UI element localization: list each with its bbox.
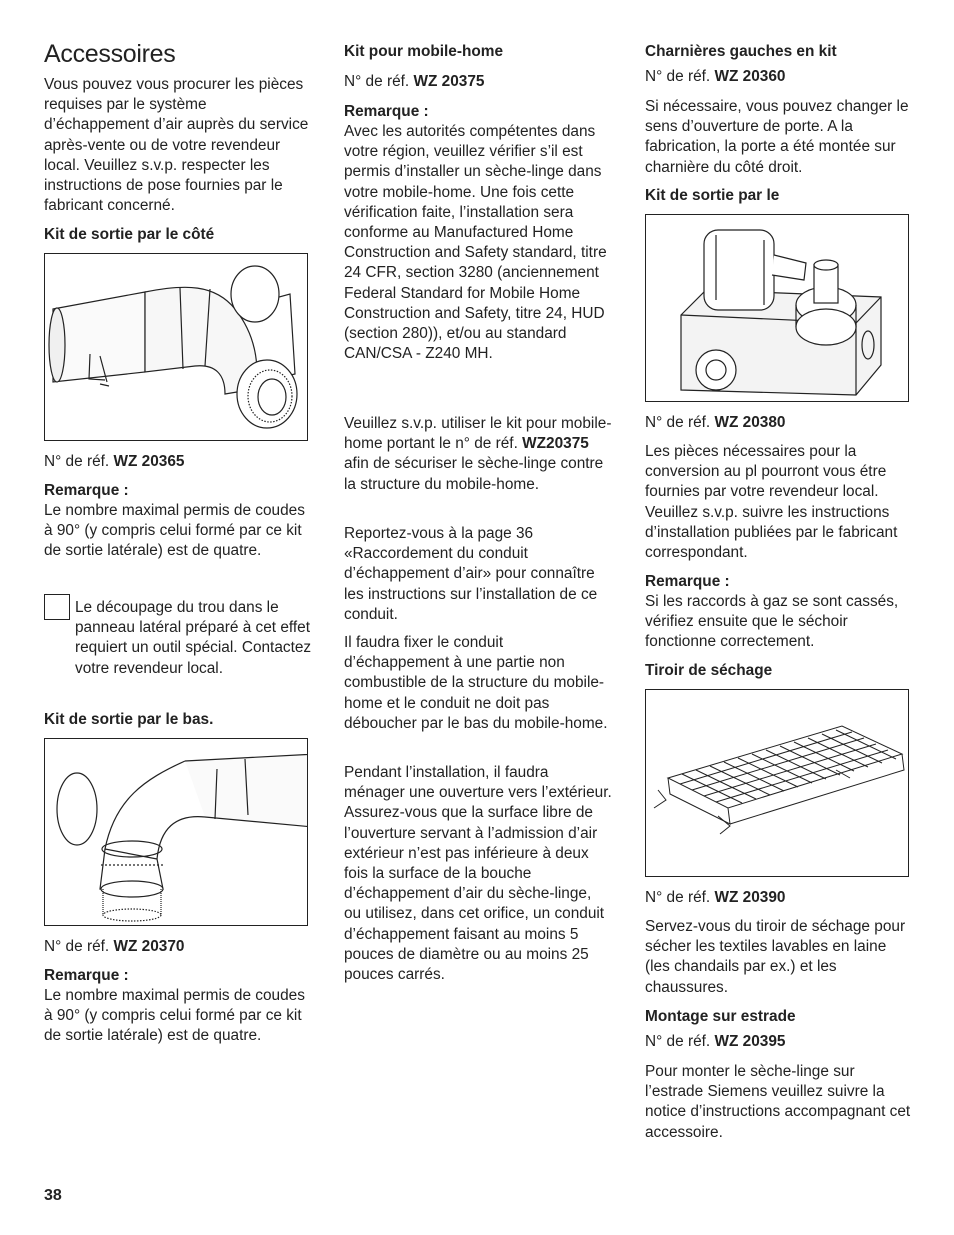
side-kit-ref bbox=[44, 452, 184, 472]
ref-prefix: N° de réf. bbox=[44, 453, 110, 470]
ref-prefix: N° de réf. bbox=[645, 1033, 711, 1050]
drying-rack-ref bbox=[645, 888, 785, 908]
conversion-remark-label: Remarque : bbox=[645, 573, 730, 590]
bottom-remark-label: Remarque : bbox=[44, 967, 129, 984]
note-icon bbox=[44, 594, 70, 620]
conversion-remark-text: Si les raccords à gaz se sont cassés, vérifiez ensuite que le séchoir fonctionne correctement. bbox=[645, 593, 899, 651]
ref-prefix: N° de réf. bbox=[645, 414, 711, 431]
drying-rack-text: Servez-vous du tiroir de séchage pour sécher les textiles lavables en laine (les chandails par ex.) et les chaussures. bbox=[645, 918, 906, 996]
side-exhaust-kit-figure bbox=[44, 253, 308, 441]
pedestal-heading: Montage sur estrade bbox=[645, 1008, 796, 1025]
ref-prefix: N° de réf. bbox=[645, 68, 711, 85]
mobile-home-paragraph-4: Il faudra fixer le conduit d’échappement à une partie non combustible de la structure du mobile-home et le conduit ne doit pas déboucher par le bas du mobile-home. bbox=[344, 634, 608, 732]
mobile-home-ref bbox=[344, 72, 484, 92]
conversion-kit-text: Les pièces nécessaires pour la conversion au pl pourront vous étre fournies par votre revendeur local. Veuillez s.v.p. suivre les instructions d’installation publiées par le fabricant correspondant. bbox=[645, 443, 898, 562]
gas-conversion-kit-figure bbox=[645, 214, 909, 402]
mobile-home-heading: Kit pour mobile-home bbox=[344, 43, 504, 60]
bottom-kit-heading: Kit de sortie par le bas. bbox=[44, 711, 214, 728]
page-number: 38 bbox=[44, 1187, 62, 1204]
side-remark-text: Le nombre maximal permis de coudes à 90° (y compris celui formé par ce kit de sortie latérale) est de quatre. bbox=[44, 502, 305, 560]
pedestal-ref bbox=[645, 1032, 785, 1052]
side-kit-heading: Kit de sortie par le côté bbox=[44, 226, 215, 243]
hinge-kit-text: Si nécessaire, vous pouvez changer le sens d’ouverture de porte. A la fabrication, la porte a été montée sur charnière du côté droit. bbox=[645, 98, 909, 176]
drying-rack-ref-number: WZ 20390 bbox=[714, 889, 786, 906]
hinge-kit-ref-number: WZ 20360 bbox=[714, 68, 786, 85]
conversion-kit-ref bbox=[645, 413, 785, 433]
ref-prefix: N° de réf. bbox=[344, 73, 410, 90]
note-text: Le découpage du trou dans le panneau latéral préparé à cet effet requiert un outil spécial. Contactez votre revendeur local. bbox=[75, 599, 312, 677]
pedestal-ref-number: WZ 20395 bbox=[714, 1033, 786, 1050]
mobile-home-paragraph-5: Pendant l’installation, il faudra ménager une ouverture vers l’extérieur. Assurez-vous que la surface libre de l’ouverture servant à l’admission d’air extérieur n’est pas inférieure à deux fois la surface de la bouche d’échappement d’air du sèche-linge, ou utilisez, dans cet orifice, un conduit d’échappement faisant au moins 5 pouces de diamètre ou au moins 25 pouces carrés. bbox=[344, 764, 612, 984]
mobile-home-paragraph-3: Reportez-vous à la page 36 «Raccordement du conduit d’échappement d’air» pour connaître les instructions sur l’installation de ce conduit. bbox=[344, 525, 598, 623]
mobile-home-paragraph-2: Veuillez s.v.p. utiliser le kit pour mobile-home portant le n° de réf. WZ20375 afin de sécuriser le sèche-linge contre la structure du mobile-home. bbox=[344, 415, 612, 493]
bottom-kit-ref-number: WZ 20370 bbox=[113, 938, 185, 955]
mobile-home-remark-text: Avec les autorités compétentes dans votre région, veuillez vérifier s’il est permis d’installer un sèche-linge dans votre mobile-home. Une fois cette vérification faite, l’installation sera conforme au Manufactured Home Construction and Safety standard, titre 24 CFR, section 3280 (anciennement Federal Standard for Mobile Home Construction and Safety, titre 24, HUD (section 280)), et/ou au standard CAN/CSA - Z240 MH. bbox=[344, 123, 607, 363]
drying-rack-figure bbox=[645, 689, 909, 877]
bottom-kit-ref bbox=[44, 937, 184, 957]
bottom-exhaust-kit-figure bbox=[44, 738, 308, 926]
conversion-kit-ref-number: WZ 20380 bbox=[714, 414, 786, 431]
ref-prefix: N° de réf. bbox=[44, 938, 110, 955]
bottom-remark-text: Le nombre maximal permis de coudes à 90° (y compris celui formé par ce kit de sortie latérale) est de quatre. bbox=[44, 987, 305, 1045]
side-kit-ref-number: WZ 20365 bbox=[113, 453, 185, 470]
page-title: Accessoires bbox=[44, 40, 176, 68]
intro-paragraph: Vous pouvez vous procurer les pièces requises par le système d’échappement d’air auprès du service après-vente ou de votre revendeur local. Veuillez s.v.p. respecter les instructions de pose fournies par le fabricant concerné. bbox=[44, 76, 309, 215]
hinge-kit-heading: Charnières gauches en kit bbox=[645, 43, 837, 60]
pedestal-text: Pour monter le sèche-linge sur l’estrade Siemens veuillez suivre la notice d’instructions accompagnant cet accessoire. bbox=[645, 1063, 911, 1141]
mobile-home-inline-ref: WZ20375 bbox=[522, 435, 589, 453]
ref-prefix: N° de réf. bbox=[645, 889, 711, 906]
drying-rack-heading: Tiroir de séchage bbox=[645, 662, 773, 679]
hinge-kit-ref bbox=[645, 67, 785, 87]
conversion-kit-heading: Kit de sortie par le bbox=[645, 187, 780, 204]
side-remark-label: Remarque : bbox=[44, 482, 129, 499]
mobile-home-remark-label: Remarque : bbox=[344, 103, 429, 120]
mobile-home-ref-number: WZ 20375 bbox=[413, 73, 485, 90]
